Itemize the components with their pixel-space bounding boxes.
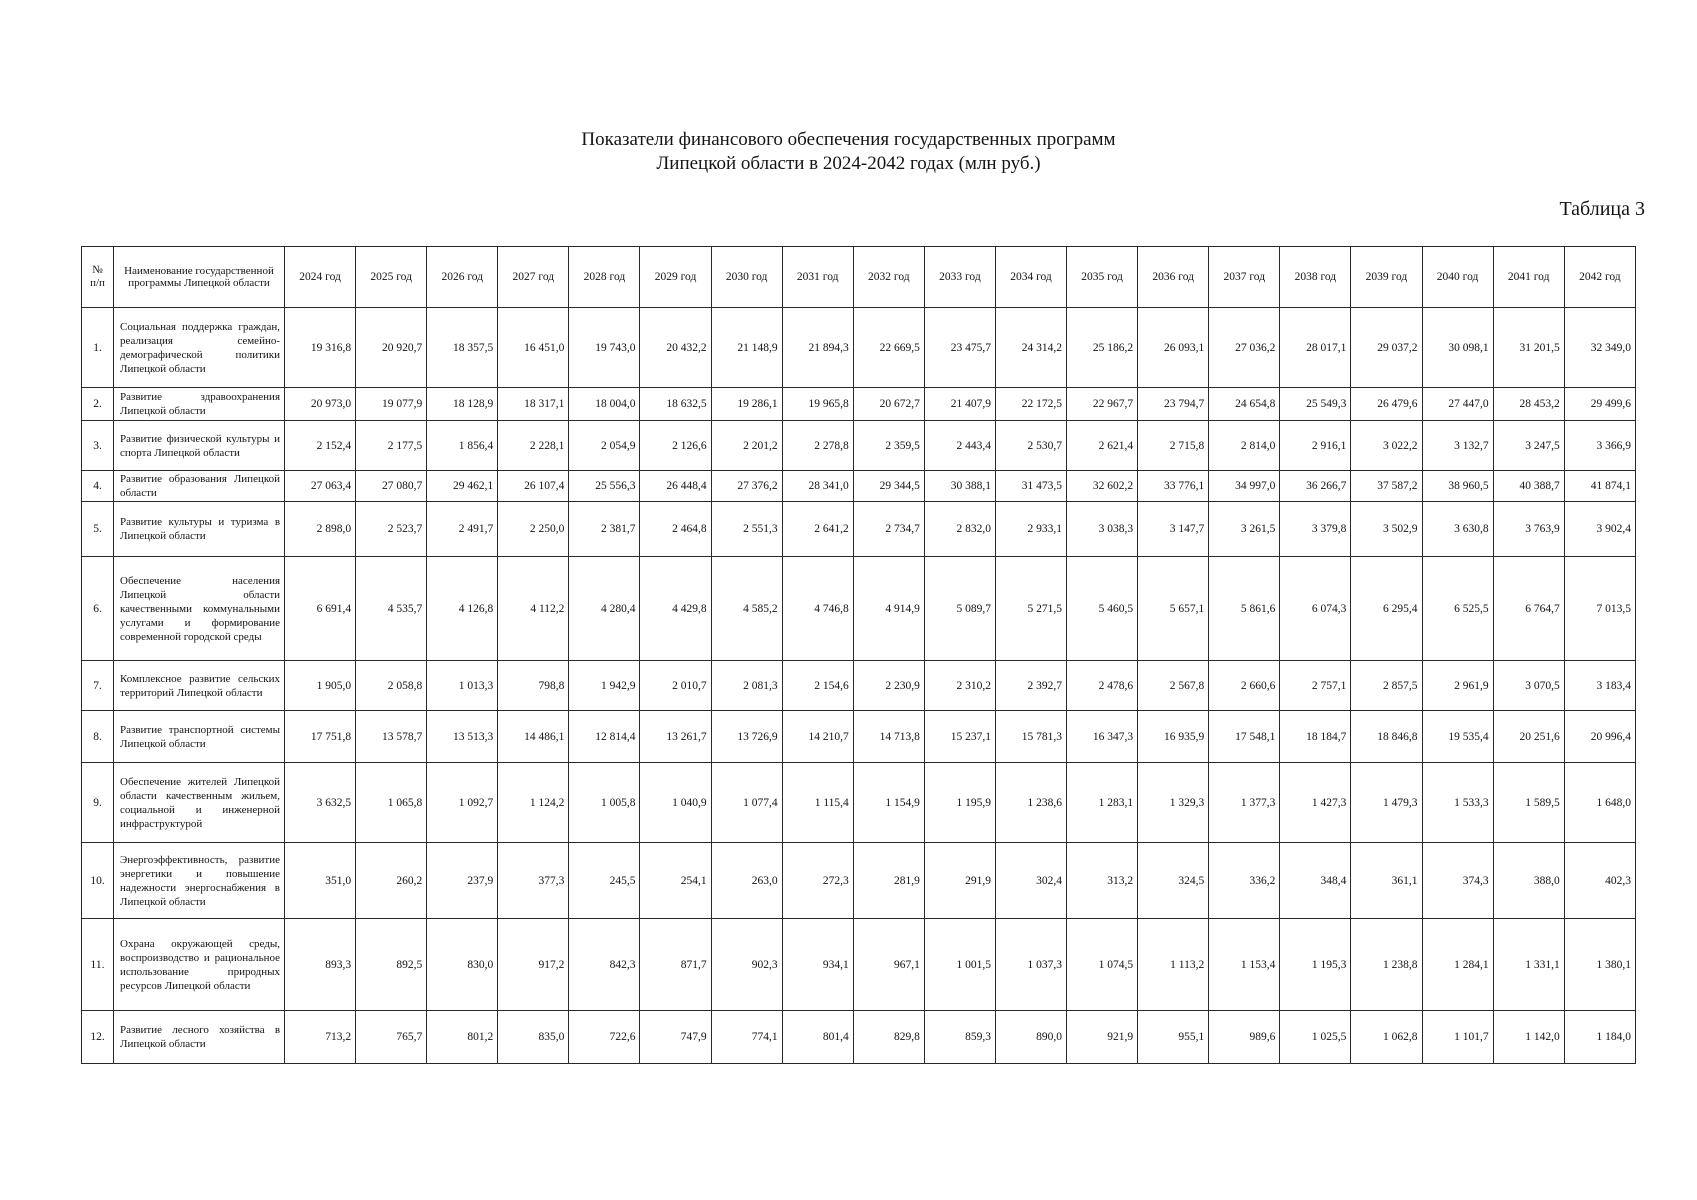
value-cell: 893,3 — [285, 919, 356, 1011]
row-number: 5. — [82, 502, 114, 557]
value-cell: 989,6 — [1209, 1011, 1280, 1064]
value-cell: 2 392,7 — [995, 661, 1066, 711]
value-cell: 1 092,7 — [427, 763, 498, 843]
value-cell: 3 247,5 — [1493, 421, 1564, 471]
value-cell: 1 142,0 — [1493, 1011, 1564, 1064]
value-cell: 14 210,7 — [782, 711, 853, 763]
table-body — [82, 308, 1636, 1064]
table-label: Таблица 3 — [1559, 198, 1645, 220]
value-cell: 2 310,2 — [924, 661, 995, 711]
value-cell: 16 347,3 — [1067, 711, 1138, 763]
value-cell: 377,3 — [498, 843, 569, 919]
value-cell: 388,0 — [1493, 843, 1564, 919]
value-cell: 2 464,8 — [640, 502, 711, 557]
value-cell: 18 846,8 — [1351, 711, 1422, 763]
value-cell: 33 776,1 — [1138, 471, 1209, 502]
value-cell: 313,2 — [1067, 843, 1138, 919]
value-cell: 955,1 — [1138, 1011, 1209, 1064]
row-number: 9. — [82, 763, 114, 843]
page-title — [0, 128, 1697, 176]
value-cell: 348,4 — [1280, 843, 1351, 919]
value-cell: 21 407,9 — [924, 388, 995, 421]
value-cell: 3 147,7 — [1138, 502, 1209, 557]
value-cell: 15 237,1 — [924, 711, 995, 763]
value-cell: 871,7 — [640, 919, 711, 1011]
value-cell: 1 283,1 — [1067, 763, 1138, 843]
value-cell: 31 201,5 — [1493, 308, 1564, 388]
value-cell: 19 077,9 — [356, 388, 427, 421]
value-cell: 27 376,2 — [711, 471, 782, 502]
value-cell: 27 063,4 — [285, 471, 356, 502]
value-cell: 37 587,2 — [1351, 471, 1422, 502]
row-number: 8. — [82, 711, 114, 763]
value-cell: 2 054,9 — [569, 421, 640, 471]
value-cell: 17 751,8 — [285, 711, 356, 763]
value-cell: 245,5 — [569, 843, 640, 919]
value-cell: 1 065,8 — [356, 763, 427, 843]
value-cell: 23 475,7 — [924, 308, 995, 388]
table-row — [82, 388, 1636, 421]
value-cell: 26 479,6 — [1351, 388, 1422, 421]
program-name: Охрана окружающей среды, воспроизводство и рациональное использование природных ресурсов Липецкой области — [114, 919, 285, 1011]
value-cell: 281,9 — [853, 843, 924, 919]
header-number — [82, 247, 114, 308]
value-cell: 2 478,6 — [1067, 661, 1138, 711]
value-cell: 23 794,7 — [1138, 388, 1209, 421]
value-cell: 18 632,5 — [640, 388, 711, 421]
value-cell: 28 453,2 — [1493, 388, 1564, 421]
value-cell: 1 856,4 — [427, 421, 498, 471]
value-cell: 890,0 — [995, 1011, 1066, 1064]
value-cell: 254,1 — [640, 843, 711, 919]
value-cell: 3 132,7 — [1422, 421, 1493, 471]
value-cell: 1 329,3 — [1138, 763, 1209, 843]
header-year-2: 2026 год — [427, 247, 498, 308]
value-cell: 20 251,6 — [1493, 711, 1564, 763]
header-row — [82, 247, 1636, 308]
value-cell: 40 388,7 — [1493, 471, 1564, 502]
value-cell: 2 230,9 — [853, 661, 924, 711]
value-cell: 22 669,5 — [853, 308, 924, 388]
value-cell: 13 578,7 — [356, 711, 427, 763]
value-cell: 29 344,5 — [853, 471, 924, 502]
header-number-label: № п/п — [90, 264, 105, 289]
value-cell: 18 317,1 — [498, 388, 569, 421]
value-cell: 29 037,2 — [1351, 308, 1422, 388]
value-cell: 2 551,3 — [711, 502, 782, 557]
value-cell: 902,3 — [711, 919, 782, 1011]
value-cell: 798,8 — [498, 661, 569, 711]
value-cell: 4 585,2 — [711, 557, 782, 661]
value-cell: 5 089,7 — [924, 557, 995, 661]
value-cell: 1 101,7 — [1422, 1011, 1493, 1064]
value-cell: 2 250,0 — [498, 502, 569, 557]
header-year-0: 2024 год — [285, 247, 356, 308]
value-cell: 15 781,3 — [995, 711, 1066, 763]
value-cell: 2 201,2 — [711, 421, 782, 471]
value-cell: 921,9 — [1067, 1011, 1138, 1064]
table-row — [82, 421, 1636, 471]
header-year-11: 2035 год — [1067, 247, 1138, 308]
value-cell: 3 038,3 — [1067, 502, 1138, 557]
value-cell: 2 359,5 — [853, 421, 924, 471]
row-number: 11. — [82, 919, 114, 1011]
header-year-16: 2040 год — [1422, 247, 1493, 308]
value-cell: 3 366,9 — [1564, 421, 1635, 471]
value-cell: 26 448,4 — [640, 471, 711, 502]
value-cell: 4 280,4 — [569, 557, 640, 661]
value-cell: 967,1 — [853, 919, 924, 1011]
value-cell: 1 427,3 — [1280, 763, 1351, 843]
value-cell: 1 124,2 — [498, 763, 569, 843]
value-cell: 1 905,0 — [285, 661, 356, 711]
value-cell: 830,0 — [427, 919, 498, 1011]
value-cell: 2 381,7 — [569, 502, 640, 557]
value-cell: 774,1 — [711, 1011, 782, 1064]
value-cell: 18 004,0 — [569, 388, 640, 421]
page-title-line-2: Липецкой области в 2024-2042 годах (млн руб.) — [656, 153, 1041, 174]
value-cell: 2 228,1 — [498, 421, 569, 471]
row-number: 1. — [82, 308, 114, 388]
value-cell: 2 154,6 — [782, 661, 853, 711]
value-cell: 14 486,1 — [498, 711, 569, 763]
program-name: Развитие культуры и туризма в Липецкой области — [114, 502, 285, 557]
value-cell: 4 914,9 — [853, 557, 924, 661]
table-row — [82, 1011, 1636, 1064]
value-cell: 917,2 — [498, 919, 569, 1011]
value-cell: 2 177,5 — [356, 421, 427, 471]
value-cell: 4 535,7 — [356, 557, 427, 661]
value-cell: 934,1 — [782, 919, 853, 1011]
value-cell: 7 013,5 — [1564, 557, 1635, 661]
value-cell: 2 757,1 — [1280, 661, 1351, 711]
value-cell: 20 672,7 — [853, 388, 924, 421]
value-cell: 747,9 — [640, 1011, 711, 1064]
program-name: Развитие образования Липецкой области — [114, 471, 285, 502]
table-row — [82, 711, 1636, 763]
value-cell: 2 523,7 — [356, 502, 427, 557]
value-cell: 16 451,0 — [498, 308, 569, 388]
row-number: 12. — [82, 1011, 114, 1064]
header-year-6: 2030 год — [711, 247, 782, 308]
value-cell: 2 010,7 — [640, 661, 711, 711]
value-cell: 361,1 — [1351, 843, 1422, 919]
table-row — [82, 843, 1636, 919]
value-cell: 1 062,8 — [1351, 1011, 1422, 1064]
value-cell: 19 316,8 — [285, 308, 356, 388]
value-cell: 859,3 — [924, 1011, 995, 1064]
value-cell: 374,3 — [1422, 843, 1493, 919]
table-row — [82, 557, 1636, 661]
table-row — [82, 308, 1636, 388]
header-year-3: 2027 год — [498, 247, 569, 308]
value-cell: 29 499,6 — [1564, 388, 1635, 421]
value-cell: 14 713,8 — [853, 711, 924, 763]
value-cell: 1 153,4 — [1209, 919, 1280, 1011]
value-cell: 6 764,7 — [1493, 557, 1564, 661]
value-cell: 1 013,3 — [427, 661, 498, 711]
value-cell: 1 001,5 — [924, 919, 995, 1011]
header-year-9: 2033 год — [924, 247, 995, 308]
value-cell: 1 380,1 — [1564, 919, 1635, 1011]
row-number: 7. — [82, 661, 114, 711]
value-cell: 22 967,7 — [1067, 388, 1138, 421]
value-cell: 25 186,2 — [1067, 308, 1138, 388]
value-cell: 2 126,6 — [640, 421, 711, 471]
value-cell: 4 429,8 — [640, 557, 711, 661]
value-cell: 2 857,5 — [1351, 661, 1422, 711]
value-cell: 801,2 — [427, 1011, 498, 1064]
value-cell: 2 814,0 — [1209, 421, 1280, 471]
value-cell: 2 443,4 — [924, 421, 995, 471]
value-cell: 22 172,5 — [995, 388, 1066, 421]
value-cell: 2 152,4 — [285, 421, 356, 471]
value-cell: 6 691,4 — [285, 557, 356, 661]
value-cell: 2 916,1 — [1280, 421, 1351, 471]
value-cell: 1 331,1 — [1493, 919, 1564, 1011]
value-cell: 2 491,7 — [427, 502, 498, 557]
value-cell: 17 548,1 — [1209, 711, 1280, 763]
value-cell: 1 377,3 — [1209, 763, 1280, 843]
value-cell: 29 462,1 — [427, 471, 498, 502]
value-cell: 2 621,4 — [1067, 421, 1138, 471]
value-cell: 892,5 — [356, 919, 427, 1011]
header-program-name-label: Наименование государственной программы Липецкой области — [124, 265, 274, 289]
value-cell: 5 657,1 — [1138, 557, 1209, 661]
value-cell: 1 074,5 — [1067, 919, 1138, 1011]
header-year-5: 2029 год — [640, 247, 711, 308]
value-cell: 713,2 — [285, 1011, 356, 1064]
value-cell: 2 715,8 — [1138, 421, 1209, 471]
program-name: Развитие здравоохранения Липецкой области — [114, 388, 285, 421]
value-cell: 336,2 — [1209, 843, 1280, 919]
value-cell: 32 602,2 — [1067, 471, 1138, 502]
header-year-18: 2042 год — [1564, 247, 1635, 308]
value-cell: 1 025,5 — [1280, 1011, 1351, 1064]
value-cell: 1 037,3 — [995, 919, 1066, 1011]
value-cell: 13 726,9 — [711, 711, 782, 763]
value-cell: 26 093,1 — [1138, 308, 1209, 388]
value-cell: 4 112,2 — [498, 557, 569, 661]
value-cell: 2 278,8 — [782, 421, 853, 471]
program-name: Обеспечение жителей Липецкой области качественным жильем, социальной и инженерной инфраструктурой — [114, 763, 285, 843]
program-name: Развитие физической культуры и спорта Липецкой области — [114, 421, 285, 471]
value-cell: 26 107,4 — [498, 471, 569, 502]
value-cell: 1 195,3 — [1280, 919, 1351, 1011]
value-cell: 3 183,4 — [1564, 661, 1635, 711]
value-cell: 1 942,9 — [569, 661, 640, 711]
value-cell: 4 126,8 — [427, 557, 498, 661]
row-number: 10. — [82, 843, 114, 919]
header-year-7: 2031 год — [782, 247, 853, 308]
value-cell: 1 077,4 — [711, 763, 782, 843]
value-cell: 20 996,4 — [1564, 711, 1635, 763]
row-number: 6. — [82, 557, 114, 661]
table-row — [82, 661, 1636, 711]
value-cell: 5 861,6 — [1209, 557, 1280, 661]
value-cell: 1 479,3 — [1351, 763, 1422, 843]
row-number: 4. — [82, 471, 114, 502]
value-cell: 302,4 — [995, 843, 1066, 919]
value-cell: 1 040,9 — [640, 763, 711, 843]
value-cell: 21 894,3 — [782, 308, 853, 388]
value-cell: 27 447,0 — [1422, 388, 1493, 421]
value-cell: 1 238,6 — [995, 763, 1066, 843]
value-cell: 19 535,4 — [1422, 711, 1493, 763]
header-year-12: 2036 год — [1138, 247, 1209, 308]
value-cell: 31 473,5 — [995, 471, 1066, 502]
value-cell: 13 513,3 — [427, 711, 498, 763]
value-cell: 41 874,1 — [1564, 471, 1635, 502]
value-cell: 28 341,0 — [782, 471, 853, 502]
finance-table — [81, 246, 1636, 1064]
value-cell: 2 961,9 — [1422, 661, 1493, 711]
value-cell: 19 965,8 — [782, 388, 853, 421]
row-number: 3. — [82, 421, 114, 471]
program-name: Комплексное развитие сельских территорий Липецкой области — [114, 661, 285, 711]
value-cell: 1 589,5 — [1493, 763, 1564, 843]
value-cell: 765,7 — [356, 1011, 427, 1064]
header-year-15: 2039 год — [1351, 247, 1422, 308]
value-cell: 260,2 — [356, 843, 427, 919]
value-cell: 2 081,3 — [711, 661, 782, 711]
value-cell: 3 022,2 — [1351, 421, 1422, 471]
value-cell: 2 058,8 — [356, 661, 427, 711]
value-cell: 2 530,7 — [995, 421, 1066, 471]
value-cell: 1 238,8 — [1351, 919, 1422, 1011]
header-year-13: 2037 год — [1209, 247, 1280, 308]
program-name: Социальная поддержка граждан, реализация семейно-демографической политики Липецкой области — [114, 308, 285, 388]
table-row — [82, 763, 1636, 843]
value-cell: 32 349,0 — [1564, 308, 1635, 388]
value-cell: 20 920,7 — [356, 308, 427, 388]
table-row — [82, 471, 1636, 502]
value-cell: 5 460,5 — [1067, 557, 1138, 661]
value-cell: 1 195,9 — [924, 763, 995, 843]
value-cell: 30 388,1 — [924, 471, 995, 502]
value-cell: 4 746,8 — [782, 557, 853, 661]
value-cell: 3 632,5 — [285, 763, 356, 843]
header-year-14: 2038 год — [1280, 247, 1351, 308]
value-cell: 6 074,3 — [1280, 557, 1351, 661]
table-row — [82, 919, 1636, 1011]
table-row — [82, 502, 1636, 557]
value-cell: 25 549,3 — [1280, 388, 1351, 421]
value-cell: 25 556,3 — [569, 471, 640, 502]
value-cell: 18 357,5 — [427, 308, 498, 388]
value-cell: 1 284,1 — [1422, 919, 1493, 1011]
value-cell: 1 113,2 — [1138, 919, 1209, 1011]
value-cell: 3 630,8 — [1422, 502, 1493, 557]
value-cell: 272,3 — [782, 843, 853, 919]
value-cell: 1 184,0 — [1564, 1011, 1635, 1064]
header-program-name — [114, 247, 285, 308]
value-cell: 324,5 — [1138, 843, 1209, 919]
value-cell: 1 115,4 — [782, 763, 853, 843]
value-cell: 6 295,4 — [1351, 557, 1422, 661]
value-cell: 829,8 — [853, 1011, 924, 1064]
value-cell: 20 973,0 — [285, 388, 356, 421]
value-cell: 16 935,9 — [1138, 711, 1209, 763]
value-cell: 30 098,1 — [1422, 308, 1493, 388]
value-cell: 12 814,4 — [569, 711, 640, 763]
program-name: Энергоэффективность, развитие энергетики и повышение надежности энергоснабжения в Липецкой области — [114, 843, 285, 919]
value-cell: 722,6 — [569, 1011, 640, 1064]
value-cell: 1 005,8 — [569, 763, 640, 843]
value-cell: 263,0 — [711, 843, 782, 919]
value-cell: 18 184,7 — [1280, 711, 1351, 763]
value-cell: 19 743,0 — [569, 308, 640, 388]
header-year-10: 2034 год — [995, 247, 1066, 308]
value-cell: 34 997,0 — [1209, 471, 1280, 502]
value-cell: 402,3 — [1564, 843, 1635, 919]
header-year-8: 2032 год — [853, 247, 924, 308]
value-cell: 3 502,9 — [1351, 502, 1422, 557]
value-cell: 2 734,7 — [853, 502, 924, 557]
value-cell: 3 379,8 — [1280, 502, 1351, 557]
program-name: Развитие лесного хозяйства в Липецкой области — [114, 1011, 285, 1064]
page-title-line-1: Показатели финансового обеспечения государственных программ — [581, 129, 1116, 150]
header-year-1: 2025 год — [356, 247, 427, 308]
value-cell: 2 933,1 — [995, 502, 1066, 557]
value-cell: 38 960,5 — [1422, 471, 1493, 502]
value-cell: 291,9 — [924, 843, 995, 919]
value-cell: 28 017,1 — [1280, 308, 1351, 388]
value-cell: 1 648,0 — [1564, 763, 1635, 843]
value-cell: 1 154,9 — [853, 763, 924, 843]
value-cell: 19 286,1 — [711, 388, 782, 421]
value-cell: 842,3 — [569, 919, 640, 1011]
value-cell: 351,0 — [285, 843, 356, 919]
header-year-4: 2028 год — [569, 247, 640, 308]
value-cell: 13 261,7 — [640, 711, 711, 763]
value-cell: 27 080,7 — [356, 471, 427, 502]
value-cell: 2 832,0 — [924, 502, 995, 557]
value-cell: 3 070,5 — [1493, 661, 1564, 711]
value-cell: 3 902,4 — [1564, 502, 1635, 557]
program-name: Развитие транспортной системы Липецкой области — [114, 711, 285, 763]
value-cell: 2 567,8 — [1138, 661, 1209, 711]
value-cell: 237,9 — [427, 843, 498, 919]
value-cell: 36 266,7 — [1280, 471, 1351, 502]
value-cell: 1 533,3 — [1422, 763, 1493, 843]
value-cell: 5 271,5 — [995, 557, 1066, 661]
value-cell: 2 898,0 — [285, 502, 356, 557]
value-cell: 6 525,5 — [1422, 557, 1493, 661]
row-number: 2. — [82, 388, 114, 421]
value-cell: 20 432,2 — [640, 308, 711, 388]
program-name: Обеспечение населения Липецкой области качественными коммунальными услугами и формирование современной городской среды — [114, 557, 285, 661]
value-cell: 3 763,9 — [1493, 502, 1564, 557]
value-cell: 27 036,2 — [1209, 308, 1280, 388]
value-cell: 24 314,2 — [995, 308, 1066, 388]
value-cell: 18 128,9 — [427, 388, 498, 421]
value-cell: 3 261,5 — [1209, 502, 1280, 557]
value-cell: 2 641,2 — [782, 502, 853, 557]
value-cell: 2 660,6 — [1209, 661, 1280, 711]
header-year-17: 2041 год — [1493, 247, 1564, 308]
value-cell: 24 654,8 — [1209, 388, 1280, 421]
value-cell: 21 148,9 — [711, 308, 782, 388]
value-cell: 801,4 — [782, 1011, 853, 1064]
value-cell: 835,0 — [498, 1011, 569, 1064]
